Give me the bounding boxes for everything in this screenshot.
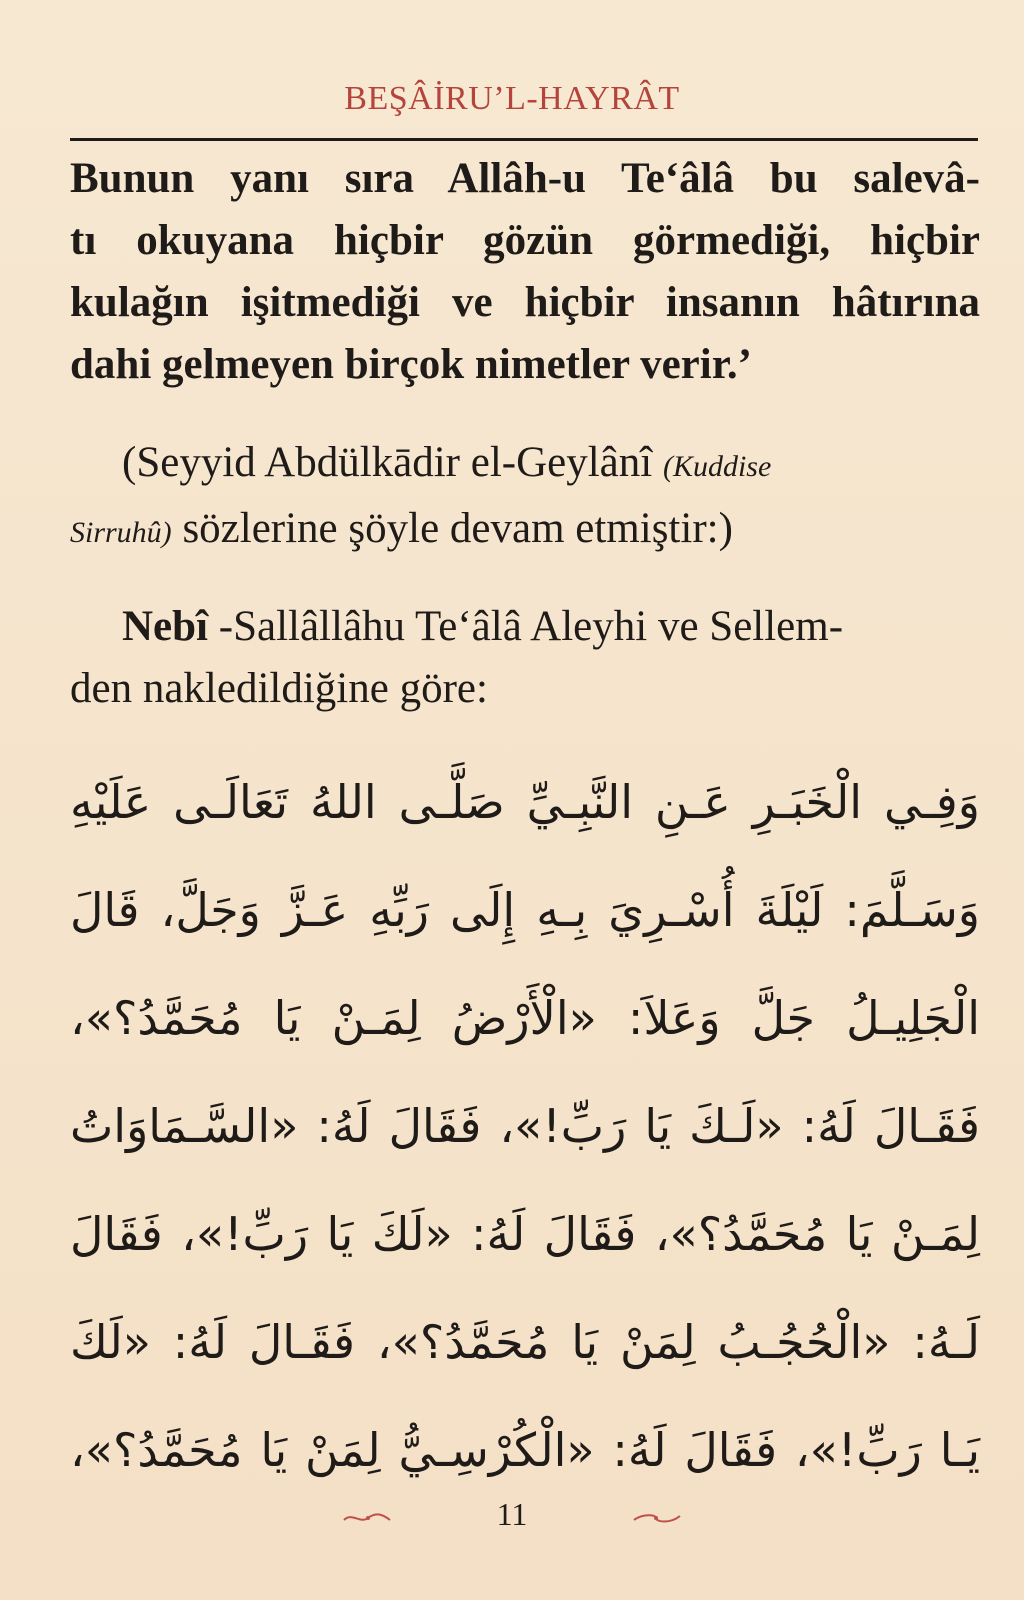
arabic-line: وَسَـلَّمَ: لَيْلَةَ أُسْـرِيَ بِـهِ إِلَى رَبِّهِ عَـزَّ وَجَلَّ، قَالَ — [70, 883, 980, 937]
arabic-line: يَـا رَبِّ!»، فَقَالَ لَهُ: «الْكُرْسِـيُّ لِمَنْ يَا مُحَمَّدُ؟»، — [70, 1423, 980, 1477]
prophet-name: Nebî — [122, 603, 208, 650]
honorific-italic: (Kuddise — [662, 450, 772, 483]
attribution-text: (Seyyid Abdülkādir el-Geylânî — [122, 439, 663, 486]
text-line — [70, 596, 980, 658]
text-line: Bunun yanı sıra Allâh-u Te‘âlâ bu salevâ- — [70, 155, 980, 202]
paragraph-bold — [70, 148, 980, 396]
text-line: den nakledildiğine göre: — [70, 665, 488, 712]
arabic-line: فَقَـالَ لَهُ: «لَـكَ يَا رَبِّ!»، فَقَالَ لَهُ: «السَّـمَاوَاتُ — [70, 1099, 980, 1153]
arabic-line: لَـهُ: «الْحُجُـبُ لِمَنْ يَا مُحَمَّدُ؟»، فَقَـالَ لَهُ: «لَكَ — [70, 1315, 980, 1369]
honorific-italic: Sirruhû) — [70, 516, 172, 549]
text-line: kulağın işitmediği ve hiçbir insanın hâtırına — [70, 279, 980, 326]
text-line: dahi gelmeyen birçok nimetler verir.’ — [70, 341, 752, 388]
attribution-text: sözlerine şöyle devam etmiştir:) — [171, 505, 733, 552]
arabic-line: الْجَلِيـلُ جَلَّ وَعَلاَ: «الْأَرْضُ لِمَـنْ يَا مُحَمَّدُ؟»، — [70, 991, 980, 1045]
header-divider — [70, 138, 978, 141]
page-footer — [0, 1496, 1024, 1546]
arabic-line: لِمَـنْ يَا مُحَمَّدُ؟»، فَقَالَ لَهُ: «لَكَ يَا رَبِّ!»، فَقَالَ — [70, 1207, 980, 1261]
running-header: BEŞÂİRU’L-HAYRÂT — [344, 80, 680, 117]
paragraph-narration — [70, 596, 980, 720]
ornament-right-icon — [632, 1508, 682, 1528]
narration-text: -Sallâllâhu Te‘âlâ Aleyhi ve Sellem- — [208, 603, 844, 650]
arabic-line: وَفِـي الْخَبَـرِ عَـنِ النَّبِـيِّ صَلَّـى اللهُ تَعَالَـى عَلَيْهِ — [70, 775, 980, 829]
arabic-hadith-text — [70, 748, 980, 1504]
text-line — [70, 498, 980, 564]
text-line: tı okuyana hiçbir gözün görmediği, hiçbir — [70, 217, 980, 264]
page-number: 11 — [496, 1496, 528, 1532]
paragraph-attribution — [70, 432, 980, 564]
text-line — [70, 432, 980, 498]
